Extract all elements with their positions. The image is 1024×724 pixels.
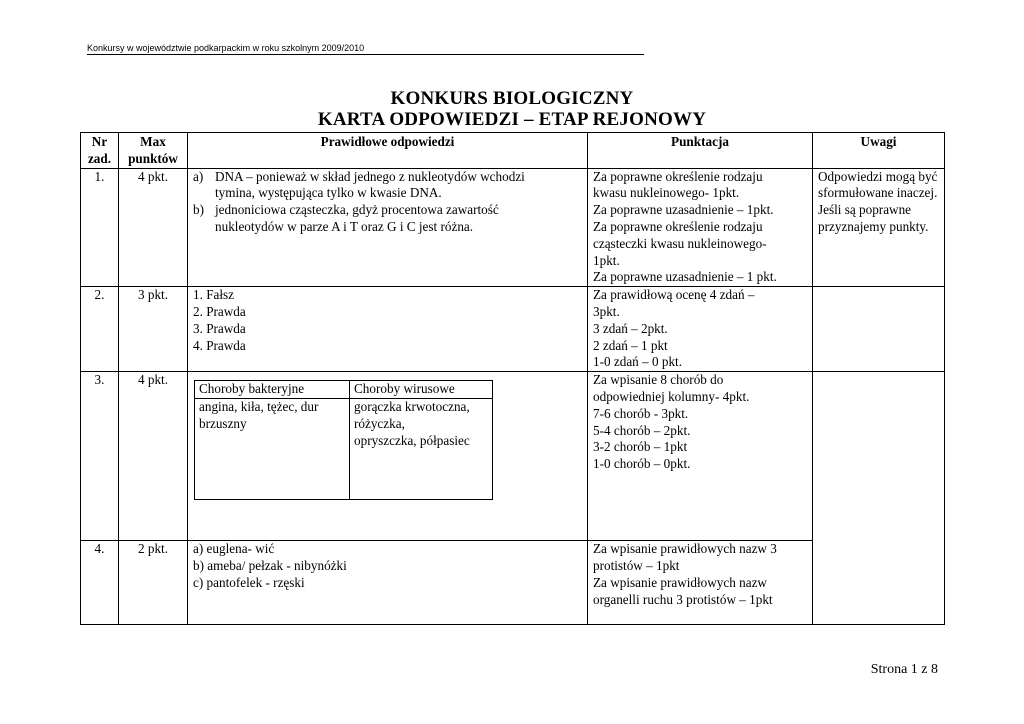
notes-line: sformułowane inaczej. — [818, 185, 938, 201]
header-scoring: Punktacja — [588, 133, 813, 169]
scoring-line: 1-0 chorób – 0pkt. — [593, 456, 691, 472]
task-max-points: 2 pkt. — [119, 541, 188, 625]
notes-line: Odpowiedzi mogą być — [818, 168, 938, 184]
answer-line: 4. Prawda — [193, 337, 246, 353]
answer-line: DNA – ponieważ w skład jednego z nukleotydów wchodzi — [215, 168, 525, 184]
scoring-line: Za wpisanie prawidłowych nazw 3 — [593, 541, 777, 557]
disease-header-bacterial: Choroby bakteryjne — [195, 381, 350, 399]
header-max-line2: punktów — [128, 150, 178, 166]
table-row — [81, 287, 945, 372]
answer-line: 2. Prawda — [193, 303, 246, 319]
scoring-line: 2 zdań – 1 pkt — [593, 337, 668, 353]
header-nr-line2: zad. — [87, 150, 112, 166]
scoring-line: organelli ruchu 3 protistów – 1pkt — [593, 591, 773, 607]
title-contest: KONKURS BIOLOGICZNY — [390, 88, 634, 109]
table-row — [81, 168, 945, 287]
task-max-points: 3 pkt. — [119, 287, 188, 372]
task-scoring — [588, 168, 813, 287]
task-answers — [188, 168, 588, 287]
task-notes — [813, 168, 945, 287]
scoring-line: odpowiedniej kolumny- 4pkt. — [593, 388, 750, 404]
task-scoring — [588, 287, 813, 372]
answer-line: jednoniciowa cząsteczka, gdyż procentowa zawartość — [215, 202, 499, 218]
scoring-line: Za poprawne uzasadnienie – 1 pkt. — [593, 269, 777, 285]
disease-line: różyczka, — [354, 415, 405, 431]
table-row — [81, 372, 945, 541]
disease-list-bacterial — [195, 398, 350, 499]
scoring-line: Za poprawne określenie rodzaju — [593, 218, 763, 234]
scoring-line: 1-0 zdań – 0 pkt. — [593, 354, 682, 370]
answer-line: a) euglena- wić — [193, 541, 275, 557]
answer-item — [193, 202, 582, 236]
task-max-points: 4 pkt. — [119, 372, 188, 541]
scoring-line: Za wpisanie 8 chorób do — [593, 372, 724, 388]
disease-list-viral — [350, 398, 493, 499]
answer-label: a) — [193, 168, 204, 184]
task-notes — [813, 372, 945, 541]
header-nr-line1: Nr — [91, 134, 108, 149]
disease-line: angina, kiła, tężec, dur — [199, 398, 319, 414]
answer-line: tymina, występująca tylko w kwasie DNA. — [215, 185, 442, 201]
disease-line: brzuszny — [199, 415, 247, 431]
answer-line: 3. Prawda — [193, 320, 246, 336]
scoring-line: Za poprawne określenie rodzaju — [593, 168, 763, 184]
header-max-line1: Max — [140, 134, 166, 149]
scoring-line: 7-6 chorób - 3pkt. — [593, 405, 689, 421]
scoring-line: Za prawidłową ocenę 4 zdań – — [593, 287, 755, 303]
header-answers: Prawidłowe odpowiedzi — [188, 133, 588, 169]
table-row — [81, 541, 945, 625]
page-number: Strona 1 z 8 — [870, 662, 938, 677]
scoring-line: 3-2 chorób – 1pkt — [593, 439, 688, 455]
answer-table — [80, 132, 945, 625]
answer-label: b) — [193, 202, 204, 218]
disease-table — [194, 380, 493, 500]
task-answers — [188, 541, 588, 625]
answer-line: nukleotydów w parze A i T oraz G i C jest różna. — [215, 218, 474, 234]
disease-line: opryszczka, półpasiec — [354, 432, 470, 448]
task-number: 1. — [81, 168, 119, 287]
disease-header-viral: Choroby wirusowe — [350, 381, 493, 399]
running-header: Konkursy w województwie podkarpackim w roku szkolnym 2009/2010 — [87, 43, 644, 55]
task-scoring — [588, 372, 813, 541]
answer-line: b) ameba/ pełzak - nibynóżki — [193, 557, 347, 573]
task-notes — [813, 287, 945, 372]
task-max-points: 4 pkt. — [119, 168, 188, 287]
scoring-line: 3 zdań – 2pkt. — [593, 320, 668, 336]
scoring-line: 3pkt. — [593, 303, 620, 319]
header-max — [119, 133, 188, 169]
scoring-line: cząsteczki kwasu nukleinowego- — [593, 235, 767, 251]
task-number: 4. — [81, 541, 119, 625]
answer-line: 1. Fałsz — [193, 287, 235, 303]
task-number: 2. — [81, 287, 119, 372]
scoring-line: Za wpisanie prawidłowych nazw — [593, 574, 767, 590]
notes-line: Jeśli są poprawne — [818, 202, 912, 218]
task-answers — [188, 372, 588, 541]
disease-line: gorączka krwotoczna, — [354, 398, 470, 414]
scoring-line: Za poprawne uzasadnienie – 1pkt. — [593, 202, 774, 218]
answer-line: c) pantofelek - rzęski — [193, 574, 305, 590]
scoring-line: 5-4 chorób – 2pkt. — [593, 422, 691, 438]
scoring-line: kwasu nukleinowego- 1pkt. — [593, 185, 740, 201]
task-answers — [188, 287, 588, 372]
task-notes — [813, 541, 945, 625]
title-answer-sheet: KARTA ODPOWIEDZI – ETAP REJONOWY — [317, 109, 707, 130]
notes-line: przyznajemy punkty. — [818, 218, 929, 234]
task-scoring — [588, 541, 813, 625]
scoring-line: 1pkt. — [593, 252, 620, 268]
answer-item — [193, 168, 582, 203]
table-header-row — [81, 133, 945, 169]
task-number: 3. — [81, 372, 119, 541]
header-nr — [81, 133, 119, 169]
header-notes: Uwagi — [813, 133, 945, 169]
scoring-line: protistów – 1pkt — [593, 557, 680, 573]
